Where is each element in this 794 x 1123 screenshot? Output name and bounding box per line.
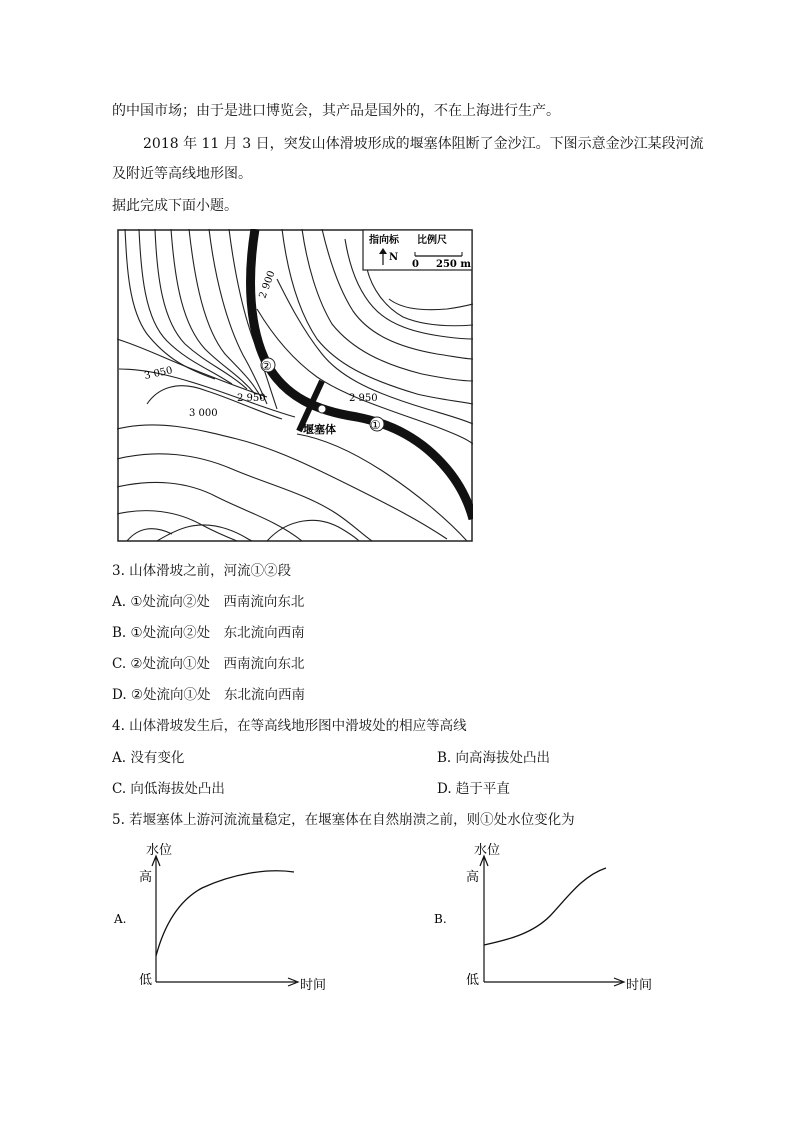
chart-a-curve	[156, 871, 294, 956]
scale-label: 比例尺	[417, 235, 447, 246]
contour-label-2900: 2 900	[257, 269, 278, 301]
contour-map	[117, 229, 473, 542]
dam-label: 堰塞体	[303, 423, 336, 436]
chart-b-y-high: 高	[466, 870, 480, 885]
contour-label-3000: 3 000	[189, 408, 218, 419]
chart-a-option-label: A.	[114, 912, 127, 926]
question-4-option-c[interactable]: C. 向低海拔处凸出	[112, 781, 225, 797]
scale-value: 250 m	[436, 259, 471, 270]
question-4-option-a[interactable]: A. 没有变化	[112, 750, 185, 766]
chart-b-option-label: B.	[434, 912, 447, 926]
question-3-option-d[interactable]: D. ②处流向①处 东北流向西南	[112, 687, 306, 703]
intro-line-1: 的中国市场；由于是进口博览会，其产品是国外的，不在上海进行生产。	[112, 103, 560, 119]
question-3-option-a[interactable]: A. ①处流向②处 西南流向东北	[112, 594, 305, 610]
question-3-option-c[interactable]: C. ②处流向①处 西南流向东北	[112, 656, 305, 672]
intro-line-4: 据此完成下面小题。	[112, 198, 238, 214]
north-label: N	[389, 252, 399, 263]
chart-b-ylabel: 水位	[474, 843, 501, 858]
compass-label: 指向标	[369, 235, 399, 246]
chart-a-xlabel: 时间	[300, 978, 327, 993]
chart-a-ylabel: 水位	[146, 843, 173, 858]
contour-label-3050: 3 050	[143, 365, 174, 382]
question-4-option-d[interactable]: D. 趋于平直	[437, 781, 510, 797]
intro-line-2: 2018 年 11 月 3 日，突发山体滑坡形成的堰塞体阻断了金沙江。下图示意金沙江某段河流	[143, 136, 704, 152]
contour-label-2950-right: 2 950	[349, 393, 378, 404]
question-3-stem: 3. 山体滑坡之前，河流①②段	[112, 563, 292, 579]
chart-b-y-low: 低	[466, 973, 480, 988]
marker-2: ②	[261, 359, 272, 373]
contour-label-2950-left: 2 950	[237, 393, 266, 404]
scale-zero: 0	[412, 259, 419, 270]
chart-b-curve	[484, 868, 606, 945]
marker-1: ①	[370, 418, 381, 432]
question-5-stem: 5. 若堰塞体上游河流流量稳定，在堰塞体在自然崩溃之前，则①处水位变化为	[112, 812, 575, 828]
chart-option-a[interactable]	[112, 836, 342, 996]
question-4-option-b[interactable]: B. 向高海拔处凸出	[437, 750, 551, 766]
chart-a-y-high: 高	[139, 870, 153, 885]
question-3-option-b[interactable]: B. ①处流向②处 东北流向西南	[112, 625, 305, 641]
intro-line-3: 及附近等高线地形图。	[112, 166, 252, 182]
question-4-stem: 4. 山体滑坡发生后，在等高线地形图中滑坡处的相应等高线	[112, 718, 467, 734]
chart-b-xlabel: 时间	[626, 978, 653, 993]
chart-option-b[interactable]	[432, 836, 662, 996]
chart-a-y-low: 低	[139, 973, 153, 988]
